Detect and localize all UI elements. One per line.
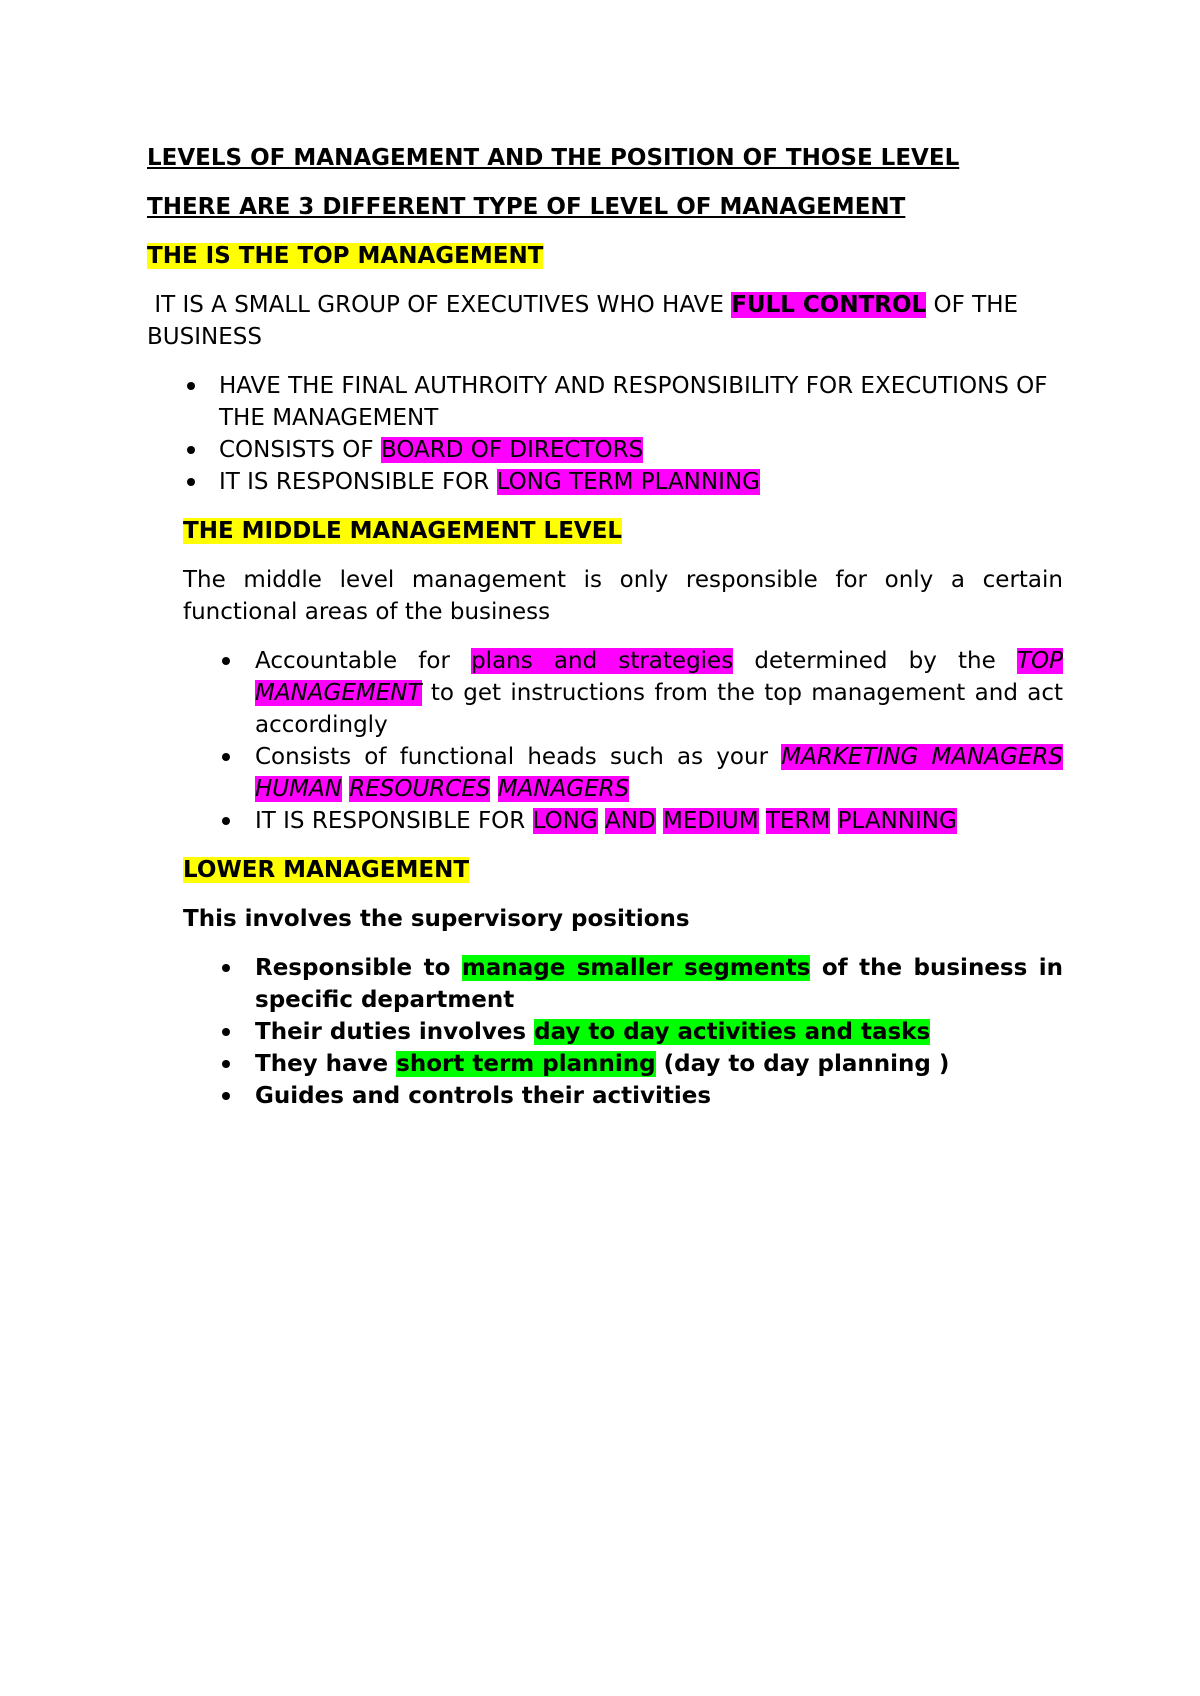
list-item-text: to get instructions from the top management and act accordingly [255, 680, 1063, 738]
list-item [147, 370, 1063, 434]
middle-management-list [147, 645, 1063, 837]
document-subtitle: THERE ARE 3 DIFFERENT TYPE OF LEVEL OF MANAGEMENT [147, 194, 906, 220]
list-item-text: (day to day planning ) [655, 1051, 950, 1077]
board-of-directors-highlight: BOARD OF DIRECTORS [380, 437, 644, 463]
list-item [147, 805, 1063, 837]
list-item [147, 645, 1063, 741]
document-title: LEVELS OF MANAGEMENT AND THE POSITION OF THOSE LEVEL [147, 145, 960, 171]
bullet-icon [222, 817, 230, 825]
bullet-icon [222, 964, 230, 972]
top-intro-text: IT IS A SMALL GROUP OF EXECUTIVES WHO HAVE [147, 292, 732, 318]
list-item [147, 741, 1063, 805]
lower-management-heading: LOWER MANAGEMENT [183, 857, 470, 883]
long-term-planning-highlight: LONG TERM PLANNING [496, 469, 760, 495]
bullet-icon [222, 657, 230, 665]
top-management-intro [147, 289, 1063, 353]
full-control-highlight: FULL CONTROL [731, 292, 927, 318]
list-item-text: IT IS RESPONSIBLE FOR [255, 808, 533, 834]
list-item [147, 466, 1063, 498]
bullet-icon [187, 478, 195, 486]
planning-highlight: PLANNING [837, 808, 957, 834]
list-item-text: IT IS RESPONSIBLE FOR [219, 469, 497, 495]
top-management-list [147, 370, 1063, 498]
document-body [147, 142, 1063, 1112]
term-highlight: TERM [765, 808, 831, 834]
list-item [147, 952, 1063, 1016]
and-highlight: AND [605, 808, 656, 834]
long-highlight: LONG [532, 808, 598, 834]
short-term-planning-highlight: short term planning [396, 1051, 656, 1077]
middle-management-section [147, 515, 1063, 628]
bullet-icon [222, 1060, 230, 1068]
marketing-managers-highlight: MARKETING MANAGERS [781, 744, 1063, 770]
list-item-text: They have [255, 1051, 397, 1077]
list-item [147, 1080, 1063, 1112]
bullet-icon [187, 446, 195, 454]
resources-highlight: RESOURCES [349, 776, 491, 802]
middle-management-intro: The middle level management is only responsible for only a certain functional areas of the business [183, 567, 1063, 625]
list-item-text: CONSISTS OF [219, 437, 381, 463]
list-item-text: of the business in specific department [255, 955, 1063, 1013]
list-item-text: Responsible to [255, 955, 462, 981]
list-item-text: Guides and controls their activities [255, 1083, 712, 1109]
bullet-icon [187, 382, 195, 390]
top-management-heading: THE IS THE TOP MANAGEMENT [147, 243, 544, 269]
plans-strategies-highlight: plans and strategies [471, 648, 734, 674]
bullet-icon [222, 1092, 230, 1100]
top-management-highlight: TOP MANAGEMENT [255, 648, 1063, 706]
list-item-text: Consists of functional heads such as your [255, 744, 782, 770]
list-item [147, 434, 1063, 466]
day-to-day-activities-highlight: day to day activities and tasks [534, 1019, 931, 1045]
managers-highlight: MANAGERS [497, 776, 630, 802]
list-item [147, 1016, 1063, 1048]
list-item [147, 1048, 1063, 1080]
middle-management-heading: THE MIDDLE MANAGEMENT LEVEL [183, 518, 623, 544]
lower-management-intro: This involves the supervisory positions [183, 906, 690, 932]
lower-management-section [147, 854, 1063, 935]
medium-highlight: MEDIUM [663, 808, 759, 834]
bullet-icon [222, 1028, 230, 1036]
manage-smaller-segments-highlight: manage smaller segments [461, 955, 811, 981]
human-highlight: HUMAN [255, 776, 342, 802]
top-intro-text-end: OF THE BUSINESS [147, 292, 1019, 350]
list-item-text: Their duties involves [255, 1019, 535, 1045]
bullet-icon [222, 753, 230, 761]
list-item-text: HAVE THE FINAL AUTHROITY AND RESPONSIBILITY FOR EXECUTIONS OF THE MANAGEMENT [219, 373, 1048, 431]
list-item-text: Accountable for [255, 648, 472, 674]
list-item-text: determined by the [733, 648, 1017, 674]
lower-management-list [147, 952, 1063, 1112]
